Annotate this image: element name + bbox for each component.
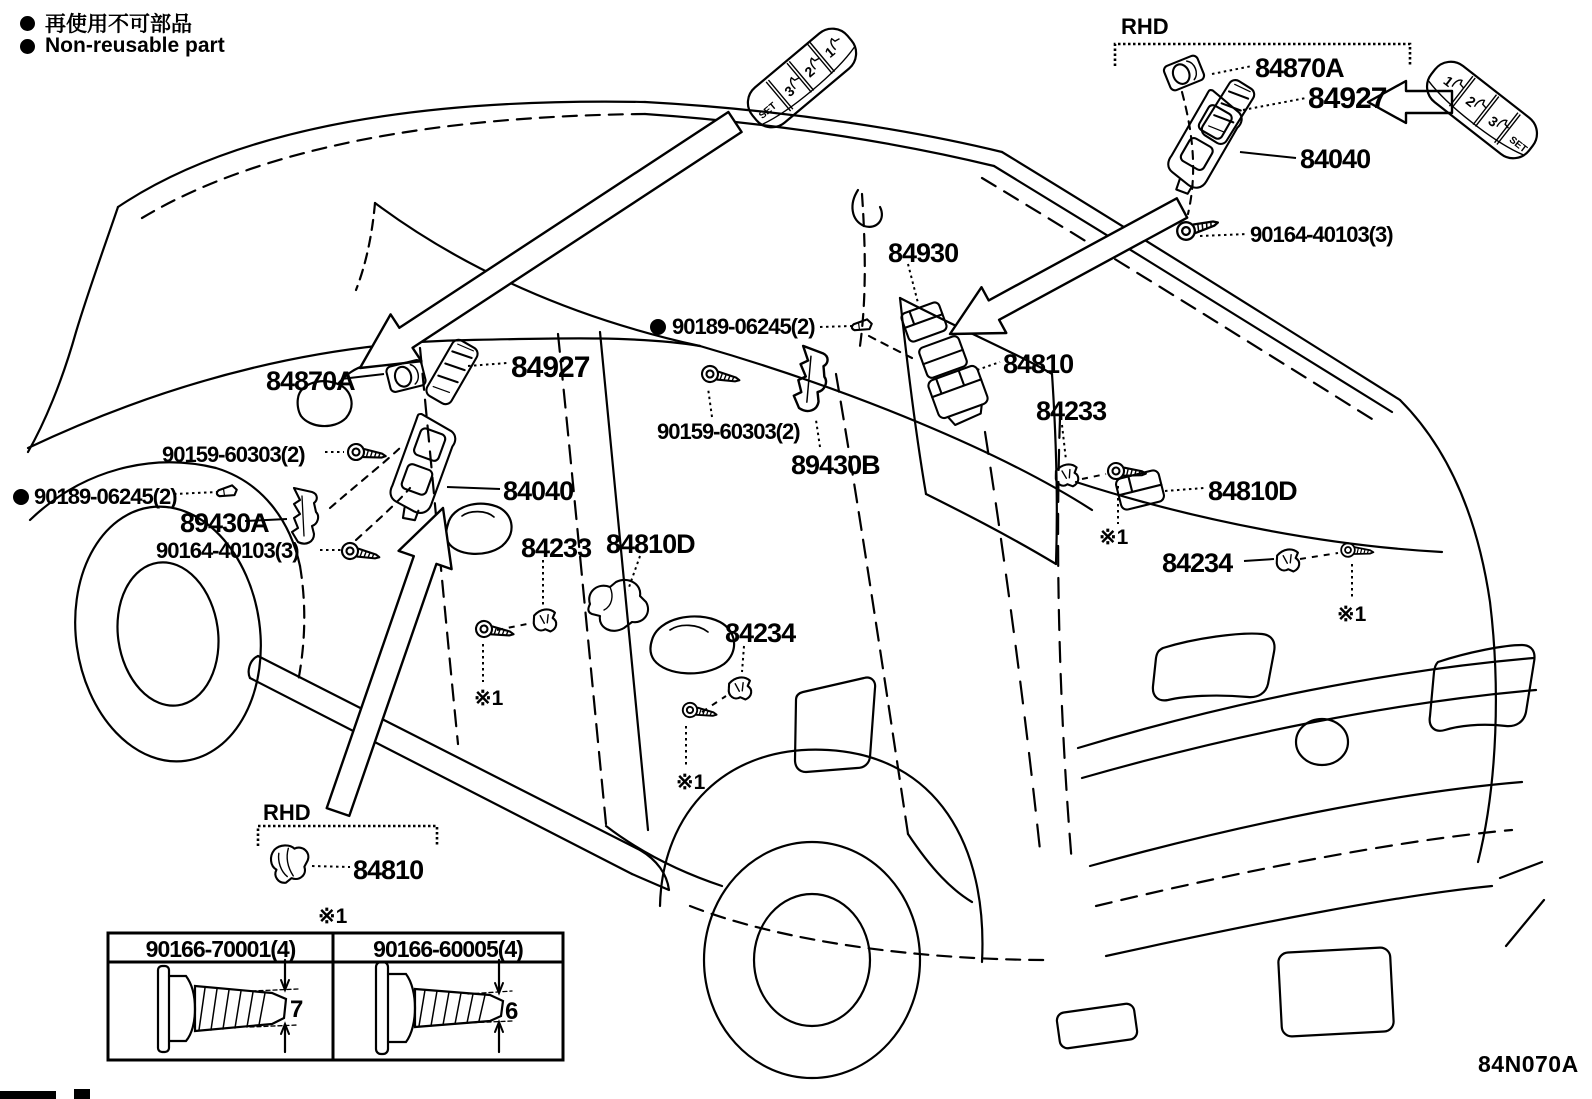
callout-84040-mid[interactable]: 84040 [503, 476, 574, 506]
memory-button-1-label[interactable]: 1 [821, 43, 838, 61]
non-reusable-dot-icon [650, 319, 666, 335]
set-button-label[interactable]: SET [1506, 134, 1529, 156]
callout-84810-rhd-bottom[interactable]: 84810 [353, 855, 424, 885]
diagram-code: 84N070A [1478, 1051, 1579, 1077]
part-90164-screw-left[interactable] [341, 542, 381, 566]
part-screw-mid-left[interactable] [475, 620, 515, 642]
table-footnote-marker: ※1 [318, 905, 348, 928]
part-84810d-grommet-mid[interactable] [588, 580, 648, 631]
callout-90159-center[interactable]: 90159-60303(2) [657, 419, 800, 444]
legend-jp-text: 再使用不可部品 [45, 13, 192, 36]
callout-84234-mid[interactable]: 84234 [725, 618, 796, 648]
non-reusable-dot-icon [13, 489, 29, 505]
part-84927-panel-left[interactable] [424, 337, 480, 406]
callout-90159-left[interactable]: 90159-60303(2) [162, 442, 305, 467]
callout-84870a-rhd[interactable]: 84870A [1255, 53, 1344, 83]
part-89430a-bracket[interactable] [292, 488, 318, 544]
callout-84927-left[interactable]: 84927 [511, 351, 590, 384]
callout-89430a[interactable]: 89430A [180, 508, 269, 538]
part-84810-clip-rhd-bottom[interactable] [270, 843, 311, 884]
callout-90189-center[interactable]: 90189-06245(2) [672, 314, 815, 339]
assembly-axis [330, 446, 410, 540]
part-84234-clip-mid[interactable] [727, 676, 752, 701]
callout-90164-rhd[interactable]: 90164-40103(3) [1250, 222, 1393, 247]
part-89430b-bracket[interactable] [792, 346, 831, 413]
callout-84234-right[interactable]: 84234 [1162, 548, 1233, 578]
part-90189-pin-left[interactable] [216, 485, 237, 498]
callout-84927-rhd[interactable]: 84927 [1308, 82, 1387, 115]
callout-84233-mid[interactable]: 84233 [521, 533, 592, 563]
callout-84810d-right[interactable]: 84810D [1208, 476, 1297, 506]
page-edge-fragment [0, 1089, 90, 1099]
callout-90164-left[interactable]: 90164-40103(3) [156, 538, 299, 563]
memory-button-2-label[interactable]: 2 [801, 63, 818, 81]
screw-length-right: 6 [505, 998, 519, 1025]
legend-non-reusable-en [20, 34, 225, 58]
part-90159-screw-center[interactable] [701, 365, 741, 389]
overhead-switch-panel-left [740, 21, 865, 136]
part-84930-switch-lower[interactable] [918, 335, 968, 379]
part-84040-bezel-rhd[interactable] [1158, 89, 1248, 201]
footnote-marker: ※1 [1099, 526, 1129, 549]
rhd-section-label-bottom: RHD [263, 800, 311, 825]
rhd-bracket-bottom [258, 826, 437, 846]
legend-en-text: Non-reusable part [45, 34, 225, 57]
part-84233-clip-mid[interactable] [532, 608, 557, 633]
callout-84930[interactable]: 84930 [888, 238, 959, 268]
memory-button-2-label[interactable]: 2 [1462, 92, 1479, 111]
part-84810-switch-center[interactable] [927, 364, 993, 429]
callout-84040-rhd[interactable]: 84040 [1300, 144, 1371, 174]
callout-90189-left[interactable]: 90189-06245(2) [34, 484, 177, 509]
memory-button-3-label[interactable]: 3 [1485, 112, 1502, 131]
footnote-marker: ※1 [474, 687, 504, 710]
memory-button-1-label[interactable]: 1 [1440, 72, 1457, 90]
callout-84810-center[interactable]: 84810 [1003, 349, 1074, 379]
callout-84810d-mid[interactable]: 84810D [606, 529, 695, 559]
part-84234-clip-right[interactable] [1275, 548, 1300, 573]
table-header-90166-60005: 90166-60005(4) [373, 936, 523, 962]
table-header-90166-70001: 90166-70001(4) [145, 936, 296, 962]
part-84870a-switch-rhd[interactable] [1162, 54, 1205, 92]
part-84930-switch-upper[interactable] [900, 301, 948, 343]
rhd-section-label-top: RHD [1121, 14, 1169, 39]
screw-length-left: 7 [290, 996, 304, 1023]
arrow-right-icon [950, 198, 1187, 334]
arrow-running-board-icon [327, 508, 452, 816]
callout-84870a-left[interactable]: 84870A [266, 366, 355, 396]
assembly-axis [1182, 92, 1193, 214]
callout-89430b[interactable]: 89430B [791, 450, 880, 480]
part-screw-right[interactable] [1107, 462, 1146, 481]
memory-button-3-label[interactable]: 3 [781, 82, 798, 100]
filled-circle-icon [20, 39, 35, 54]
filled-circle-icon [20, 16, 35, 31]
part-90159-screw-left[interactable] [347, 443, 387, 464]
callout-84233-right[interactable]: 84233 [1036, 396, 1107, 426]
part-84040-bezel-left[interactable] [383, 413, 460, 526]
footnote-marker: ※1 [676, 771, 706, 794]
footnote-marker: ※1 [1337, 603, 1367, 626]
set-button-label[interactable]: SET [757, 100, 780, 122]
